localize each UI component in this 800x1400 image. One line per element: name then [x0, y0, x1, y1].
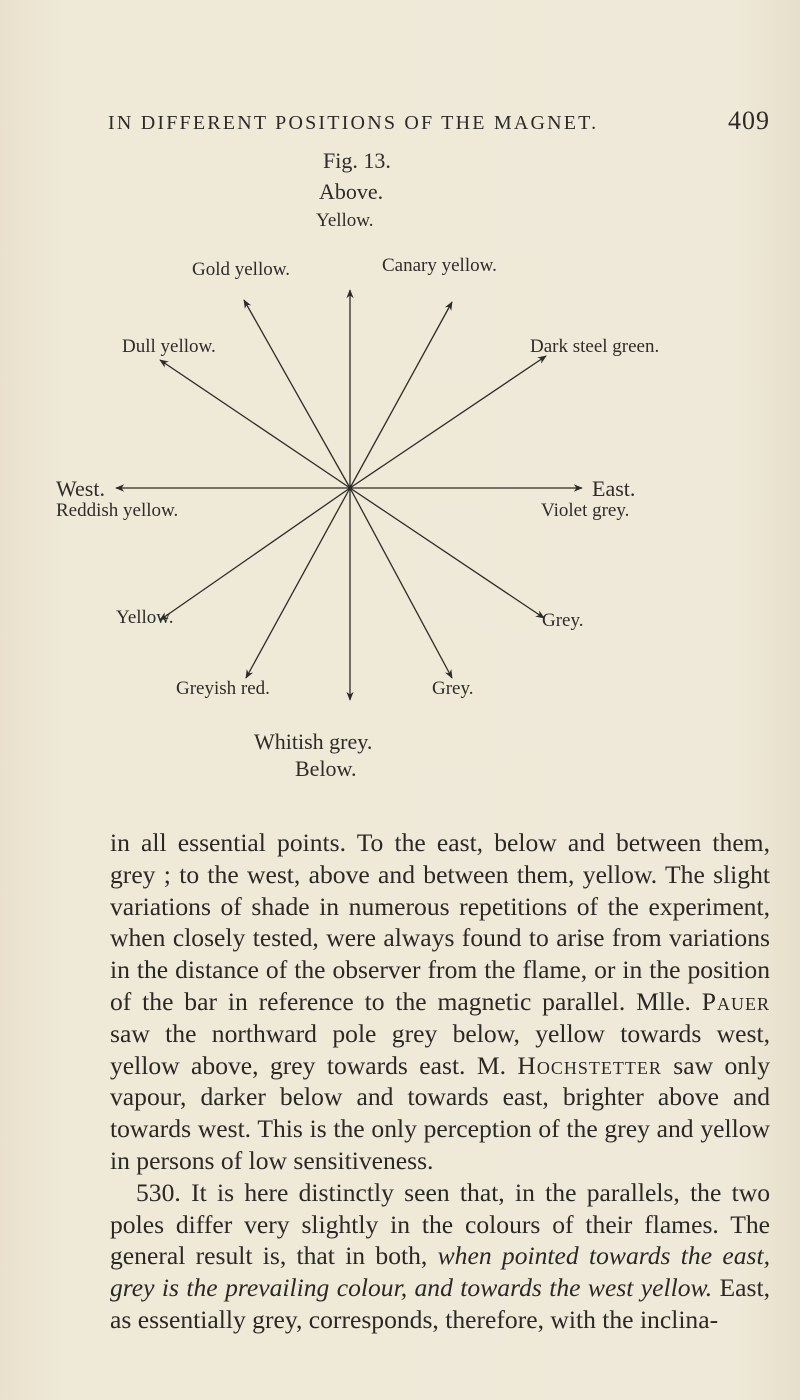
label-gold-yellow: Gold yellow. — [192, 259, 290, 280]
label-dull-yellow: Dull yellow. — [122, 336, 216, 357]
paragraph-1 — [110, 827, 770, 1177]
label-dark-steel-green: Dark steel green. — [530, 336, 660, 357]
p1-part-c: saw only vapour, darker below and towards east, brighter above and towards west. This is the only perception of the grey and yellow in persons of low sensitiveness. — [110, 1050, 770, 1175]
label-west: West. — [56, 476, 105, 501]
fig-label: Fig. 13. — [323, 148, 391, 173]
ray-greyish-red — [246, 488, 350, 678]
ray-grey-lower — [350, 488, 544, 618]
label-top-yellow: Yellow. — [316, 210, 374, 231]
p2-part-a: 530. It is here distinctly seen that, in the parallels, the two poles differ very slightly in the colours of their flames. The general result is, that in both, — [110, 1177, 770, 1271]
ray-dull-yellow — [160, 360, 350, 488]
label-lower-yellow: Yellow. — [116, 607, 174, 628]
label-below: Below. — [295, 756, 357, 781]
p1-part-a: in all essential points. To the east, below and between them, grey ; to the west, above and between them, yellow. The slight variations of shade in numerous repetitions of the experiment, when closely tested, were always found to arise from variations in the distance of the observer from the flame, or in the position of the bar in reference to the magnetic parallel. Mlle. — [110, 828, 770, 1016]
label-whitish-grey: Whitish grey. — [254, 729, 373, 754]
running-head-title: IN DIFFERENT POSITIONS OF THE MAGNET. — [108, 112, 599, 134]
ray-grey-bottom — [350, 488, 452, 678]
p1-part-b: saw the northward pole grey below, yellow towards west, yellow above, grey towards east. M. — [110, 1018, 770, 1080]
ray-canary-yellow — [350, 302, 452, 488]
p2-italic: when pointed towards the east, grey is the prevailing colour, and towards the west yellow. — [110, 1241, 770, 1303]
ray-gold-yellow — [244, 300, 350, 488]
name-pauer: Pauer — [701, 986, 770, 1016]
body-text — [110, 827, 770, 1336]
page-number: 409 — [728, 106, 770, 135]
paragraph-530 — [110, 1177, 770, 1336]
label-greyish-red: Greyish red. — [176, 678, 270, 699]
label-violet-grey: Violet grey. — [541, 500, 630, 521]
ray-dark-steel-green — [350, 356, 546, 488]
label-east: East. — [592, 476, 636, 501]
label-reddish-yellow: Reddish yellow. — [56, 500, 179, 521]
label-above: Above. — [319, 179, 384, 204]
ray-yellow-lower — [160, 488, 350, 620]
label-lower-grey: Grey. — [542, 610, 584, 631]
label-canary-yellow: Canary yellow. — [382, 255, 497, 276]
p2-part-b: East, as essentially grey, corresponds, therefore, with the inclina- — [110, 1273, 770, 1334]
name-hochstetter: Hochstetter — [517, 1050, 662, 1080]
label-bottom-grey: Grey. — [432, 678, 474, 699]
